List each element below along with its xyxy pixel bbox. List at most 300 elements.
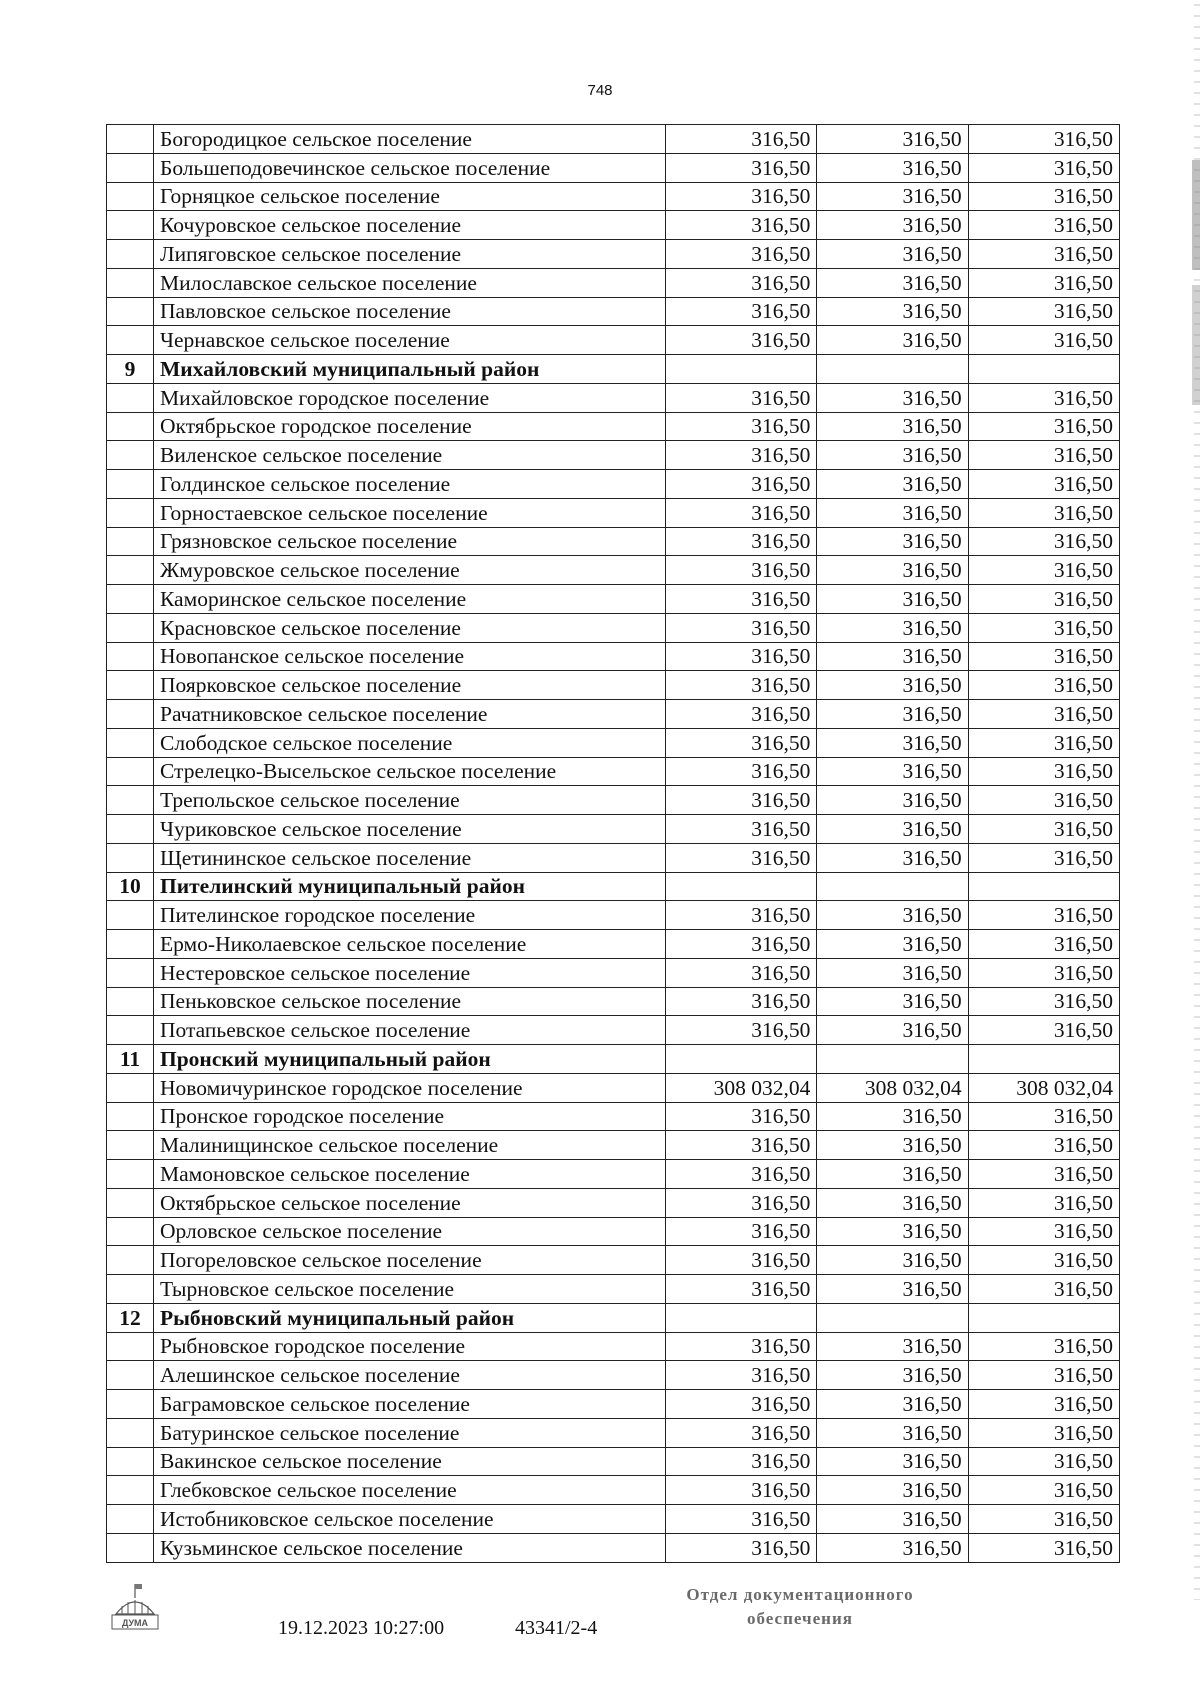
value-cell-1: 316,50 — [666, 297, 817, 326]
value-cell-2: 316,50 — [817, 182, 968, 211]
table-row — [107, 1476, 1120, 1505]
value-cell-2: 316,50 — [817, 326, 968, 355]
value-cell-1: 316,50 — [666, 1476, 817, 1505]
value-cell-3: 316,50 — [968, 153, 1119, 182]
settlement-name-cell: Каморинское сельское поселение — [154, 585, 666, 614]
table-row — [107, 383, 1120, 412]
value-cell-2: 316,50 — [817, 930, 968, 959]
settlement-name-cell: Алешинское сельское поселение — [154, 1361, 666, 1390]
row-number-cell — [107, 211, 154, 240]
value-cell-2: 316,50 — [817, 671, 968, 700]
value-cell-2 — [817, 1045, 968, 1074]
settlement-name-cell: Октябрьское сельское поселение — [154, 1188, 666, 1217]
stamp-line-2: обеспечения — [747, 1609, 853, 1628]
value-cell-2: 316,50 — [817, 1217, 968, 1246]
table-row — [107, 1102, 1120, 1131]
row-number-cell: 9 — [107, 355, 154, 384]
table-row — [107, 556, 1120, 585]
value-cell-3: 316,50 — [968, 728, 1119, 757]
footer-document-code: 43341/2-4 — [515, 1617, 598, 1639]
settlement-name-cell: Тырновское сельское поселение — [154, 1275, 666, 1304]
value-cell-2: 316,50 — [817, 211, 968, 240]
settlement-name-cell: Рыбновский муниципальный район — [154, 1303, 666, 1332]
row-number-cell — [107, 1016, 154, 1045]
table-row — [107, 125, 1120, 154]
table-row — [107, 930, 1120, 959]
footer-date: 19.12.2023 10:27:00 — [278, 1617, 445, 1639]
value-cell-1: 316,50 — [666, 1131, 817, 1160]
row-number-cell — [107, 815, 154, 844]
value-cell-3: 316,50 — [968, 958, 1119, 987]
row-number-cell — [107, 1188, 154, 1217]
value-cell-1: 316,50 — [666, 240, 817, 269]
table-row — [107, 1533, 1120, 1562]
table-row — [107, 297, 1120, 326]
value-cell-2: 316,50 — [817, 297, 968, 326]
value-cell-2: 316,50 — [817, 240, 968, 269]
settlement-name-cell: Орловское сельское поселение — [154, 1217, 666, 1246]
table-row — [107, 757, 1120, 786]
row-number-cell — [107, 182, 154, 211]
table-row — [107, 527, 1120, 556]
value-cell-2: 316,50 — [817, 1131, 968, 1160]
row-number-cell — [107, 585, 154, 614]
value-cell-3: 316,50 — [968, 815, 1119, 844]
row-number-cell — [107, 470, 154, 499]
value-cell-2: 316,50 — [817, 412, 968, 441]
row-number-cell — [107, 642, 154, 671]
value-cell-3: 316,50 — [968, 383, 1119, 412]
settlement-name-cell: Новопанское сельское поселение — [154, 642, 666, 671]
value-cell-1: 316,50 — [666, 1217, 817, 1246]
value-cell-2: 316,50 — [817, 441, 968, 470]
value-cell-3: 316,50 — [968, 1102, 1119, 1131]
value-cell-1: 316,50 — [666, 1533, 817, 1562]
settlement-name-cell: Стрелецко-Высельское сельское поселение — [154, 757, 666, 786]
value-cell-3: 316,50 — [968, 585, 1119, 614]
settlement-name-cell: Горностаевское сельское поселение — [154, 498, 666, 527]
value-cell-1: 316,50 — [666, 556, 817, 585]
row-number-cell — [107, 240, 154, 269]
settlement-name-cell: Голдинское сельское поселение — [154, 470, 666, 499]
value-cell-3: 316,50 — [968, 1533, 1119, 1562]
value-cell-1: 316,50 — [666, 268, 817, 297]
settlement-name-cell: Рачатниковское сельское поселение — [154, 700, 666, 729]
value-cell-2: 316,50 — [817, 498, 968, 527]
value-cell-3: 316,50 — [968, 240, 1119, 269]
value-cell-2: 316,50 — [817, 1361, 968, 1390]
row-number-cell — [107, 383, 154, 412]
settlement-name-cell: Малинищинское сельское поселение — [154, 1131, 666, 1160]
settlement-name-cell: Нестеровское сельское поселение — [154, 958, 666, 987]
table-row — [107, 1390, 1120, 1419]
settlement-name-cell: Милославское сельское поселение — [154, 268, 666, 297]
value-cell-2: 316,50 — [817, 815, 968, 844]
value-cell-2: 316,50 — [817, 1188, 968, 1217]
value-cell-2: 316,50 — [817, 642, 968, 671]
settlement-name-cell: Михайловский муниципальный район — [154, 355, 666, 384]
settlement-name-cell: Чернавское сельское поселение — [154, 326, 666, 355]
row-number-cell — [107, 1102, 154, 1131]
value-cell-3 — [968, 1303, 1119, 1332]
value-cell-3: 316,50 — [968, 930, 1119, 959]
table-row — [107, 1447, 1120, 1476]
value-cell-1: 316,50 — [666, 153, 817, 182]
settlement-name-cell: Липяговское сельское поселение — [154, 240, 666, 269]
value-cell-2: 316,50 — [817, 585, 968, 614]
row-number-cell — [107, 1073, 154, 1102]
value-cell-3: 316,50 — [968, 211, 1119, 240]
table-row — [107, 1361, 1120, 1390]
value-cell-3: 316,50 — [968, 1361, 1119, 1390]
value-cell-1: 316,50 — [666, 958, 817, 987]
value-cell-2: 316,50 — [817, 125, 968, 154]
table-row — [107, 786, 1120, 815]
value-cell-1: 316,50 — [666, 1275, 817, 1304]
value-cell-1: 316,50 — [666, 326, 817, 355]
value-cell-1: 316,50 — [666, 470, 817, 499]
value-cell-3: 316,50 — [968, 1332, 1119, 1361]
settlement-name-cell: Октябрьское городское поселение — [154, 412, 666, 441]
value-cell-3 — [968, 355, 1119, 384]
row-number-cell — [107, 1361, 154, 1390]
row-number-cell — [107, 728, 154, 757]
value-cell-1: 316,50 — [666, 383, 817, 412]
value-cell-2: 316,50 — [817, 1390, 968, 1419]
settlement-name-cell: Слободское сельское поселение — [154, 728, 666, 757]
row-number-cell — [107, 958, 154, 987]
table-row — [107, 153, 1120, 182]
settlement-name-cell: Истобниковское сельское поселение — [154, 1505, 666, 1534]
value-cell-3: 316,50 — [968, 1447, 1119, 1476]
value-cell-3 — [968, 1045, 1119, 1074]
value-cell-1: 316,50 — [666, 700, 817, 729]
value-cell-2: 316,50 — [817, 901, 968, 930]
table-row — [107, 1332, 1120, 1361]
value-cell-3 — [968, 872, 1119, 901]
table-row — [107, 987, 1120, 1016]
table-row — [107, 441, 1120, 470]
settlement-name-cell: Пеньковское сельское поселение — [154, 987, 666, 1016]
value-cell-1 — [666, 1045, 817, 1074]
value-cell-1: 316,50 — [666, 1160, 817, 1189]
value-cell-1: 316,50 — [666, 1246, 817, 1275]
table-row — [107, 1275, 1120, 1304]
row-number-cell — [107, 843, 154, 872]
settlement-name-cell: Пителинский муниципальный район — [154, 872, 666, 901]
settlement-name-cell: Баграмовское сельское поселение — [154, 1390, 666, 1419]
settlement-name-cell: Чуриковское сельское поселение — [154, 815, 666, 844]
table-row — [107, 1131, 1120, 1160]
settlement-name-cell: Глебковское сельское поселение — [154, 1476, 666, 1505]
row-number-cell — [107, 268, 154, 297]
value-cell-1: 316,50 — [666, 441, 817, 470]
value-cell-3: 316,50 — [968, 642, 1119, 671]
value-cell-1: 316,50 — [666, 1188, 817, 1217]
settlement-name-cell: Горняцкое сельское поселение — [154, 182, 666, 211]
settlement-name-cell: Пителинское городское поселение — [154, 901, 666, 930]
settlement-name-cell: Новомичуринское городское поселение — [154, 1073, 666, 1102]
row-number-cell: 11 — [107, 1045, 154, 1074]
table-row — [107, 728, 1120, 757]
value-cell-3: 316,50 — [968, 1188, 1119, 1217]
row-number-cell — [107, 1131, 154, 1160]
value-cell-3: 316,50 — [968, 987, 1119, 1016]
settlement-name-cell: Большеподовечинское сельское поселение — [154, 153, 666, 182]
value-cell-2: 316,50 — [817, 700, 968, 729]
value-cell-3: 316,50 — [968, 1275, 1119, 1304]
value-cell-1: 316,50 — [666, 182, 817, 211]
table-row — [107, 1016, 1120, 1045]
value-cell-1: 316,50 — [666, 211, 817, 240]
value-cell-2: 316,50 — [817, 843, 968, 872]
value-cell-3: 316,50 — [968, 901, 1119, 930]
value-cell-1: 316,50 — [666, 1102, 817, 1131]
row-number-cell — [107, 1533, 154, 1562]
row-number-cell — [107, 1275, 154, 1304]
value-cell-3: 316,50 — [968, 671, 1119, 700]
value-cell-1: 316,50 — [666, 1332, 817, 1361]
value-cell-2: 316,50 — [817, 1332, 968, 1361]
value-cell-3: 316,50 — [968, 412, 1119, 441]
table-row — [107, 958, 1120, 987]
row-number-cell — [107, 1390, 154, 1419]
value-cell-3: 316,50 — [968, 613, 1119, 642]
value-cell-2: 316,50 — [817, 1418, 968, 1447]
department-stamp — [665, 1583, 935, 1631]
value-cell-2: 316,50 — [817, 613, 968, 642]
value-cell-3: 316,50 — [968, 326, 1119, 355]
row-number-cell — [107, 700, 154, 729]
value-cell-3: 308 032,04 — [968, 1073, 1119, 1102]
value-cell-1: 316,50 — [666, 412, 817, 441]
value-cell-1: 316,50 — [666, 613, 817, 642]
budget-table — [106, 124, 1120, 1563]
value-cell-1: 316,50 — [666, 1418, 817, 1447]
row-number-cell — [107, 1332, 154, 1361]
row-number-cell — [107, 987, 154, 1016]
value-cell-2: 316,50 — [817, 153, 968, 182]
value-cell-1: 316,50 — [666, 1016, 817, 1045]
row-number-cell — [107, 1447, 154, 1476]
settlement-name-cell: Красновское сельское поселение — [154, 613, 666, 642]
settlement-name-cell: Пронский муниципальный район — [154, 1045, 666, 1074]
value-cell-2: 316,50 — [817, 1160, 968, 1189]
value-cell-2: 316,50 — [817, 1016, 968, 1045]
settlement-name-cell: Рыбновское городское поселение — [154, 1332, 666, 1361]
value-cell-3: 316,50 — [968, 125, 1119, 154]
settlement-name-cell: Кузьминское сельское поселение — [154, 1533, 666, 1562]
value-cell-2: 316,50 — [817, 527, 968, 556]
value-cell-1: 316,50 — [666, 498, 817, 527]
value-cell-1: 316,50 — [666, 1390, 817, 1419]
value-cell-3: 316,50 — [968, 441, 1119, 470]
value-cell-1: 316,50 — [666, 930, 817, 959]
value-cell-2: 316,50 — [817, 786, 968, 815]
table-row — [107, 412, 1120, 441]
row-number-cell — [107, 1476, 154, 1505]
value-cell-3: 316,50 — [968, 1246, 1119, 1275]
value-cell-1 — [666, 355, 817, 384]
value-cell-1: 316,50 — [666, 125, 817, 154]
value-cell-2 — [817, 872, 968, 901]
table-row — [107, 1160, 1120, 1189]
row-number-cell — [107, 671, 154, 700]
value-cell-2: 316,50 — [817, 1533, 968, 1562]
settlement-name-cell: Мамоновское сельское поселение — [154, 1160, 666, 1189]
table-group-row — [107, 872, 1120, 901]
value-cell-3: 316,50 — [968, 843, 1119, 872]
scan-edge-mark — [1192, 285, 1200, 405]
row-number-cell — [107, 1418, 154, 1447]
settlement-name-cell: Ермо-Николаевское сельское поселение — [154, 930, 666, 959]
settlement-name-cell: Виленское сельское поселение — [154, 441, 666, 470]
table-row — [107, 326, 1120, 355]
value-cell-1: 316,50 — [666, 987, 817, 1016]
value-cell-2: 316,50 — [817, 958, 968, 987]
value-cell-1: 316,50 — [666, 527, 817, 556]
value-cell-1: 316,50 — [666, 728, 817, 757]
logo-text: ДУМА — [121, 1618, 149, 1628]
row-number-cell — [107, 1505, 154, 1534]
table-row — [107, 470, 1120, 499]
row-number-cell — [107, 153, 154, 182]
value-cell-3: 316,50 — [968, 1505, 1119, 1534]
row-number-cell: 10 — [107, 872, 154, 901]
value-cell-1: 316,50 — [666, 901, 817, 930]
row-number-cell — [107, 757, 154, 786]
value-cell-2: 316,50 — [817, 757, 968, 786]
value-cell-1: 316,50 — [666, 843, 817, 872]
value-cell-1: 316,50 — [666, 757, 817, 786]
row-number-cell: 12 — [107, 1303, 154, 1332]
value-cell-3: 316,50 — [968, 1160, 1119, 1189]
row-number-cell — [107, 1160, 154, 1189]
value-cell-2: 316,50 — [817, 1246, 968, 1275]
value-cell-3: 316,50 — [968, 297, 1119, 326]
value-cell-2: 316,50 — [817, 383, 968, 412]
table-row — [107, 671, 1120, 700]
scan-edge-mark — [1192, 160, 1200, 270]
value-cell-1: 316,50 — [666, 815, 817, 844]
table-row — [107, 1073, 1120, 1102]
value-cell-3: 316,50 — [968, 182, 1119, 211]
stamp-line-1: Отдел документационного — [686, 1585, 914, 1604]
table-row — [107, 498, 1120, 527]
value-cell-3: 316,50 — [968, 757, 1119, 786]
table-row — [107, 1246, 1120, 1275]
page-number: 748 — [587, 82, 613, 99]
row-number-cell — [107, 527, 154, 556]
table-row — [107, 585, 1120, 614]
settlement-name-cell: Щетининское сельское поселение — [154, 843, 666, 872]
value-cell-3: 316,50 — [968, 556, 1119, 585]
table-row — [107, 1217, 1120, 1246]
value-cell-2: 316,50 — [817, 1275, 968, 1304]
row-number-cell — [107, 556, 154, 585]
value-cell-1: 316,50 — [666, 585, 817, 614]
settlement-name-cell: Поярковское сельское поселение — [154, 671, 666, 700]
settlement-name-cell: Жмуровское сельское поселение — [154, 556, 666, 585]
table-row — [107, 182, 1120, 211]
row-number-cell — [107, 1217, 154, 1246]
table-row — [107, 642, 1120, 671]
value-cell-1 — [666, 872, 817, 901]
value-cell-3: 316,50 — [968, 1390, 1119, 1419]
duma-logo — [108, 1580, 162, 1634]
settlement-name-cell: Погореловское сельское поселение — [154, 1246, 666, 1275]
value-cell-2: 316,50 — [817, 1476, 968, 1505]
value-cell-3: 316,50 — [968, 700, 1119, 729]
table-row — [107, 211, 1120, 240]
table-row — [107, 1505, 1120, 1534]
value-cell-2: 316,50 — [817, 268, 968, 297]
table-row — [107, 240, 1120, 269]
table-group-row — [107, 1303, 1120, 1332]
value-cell-2: 316,50 — [817, 1102, 968, 1131]
row-number-cell — [107, 412, 154, 441]
settlement-name-cell: Богородицкое сельское поселение — [154, 125, 666, 154]
table-row — [107, 1418, 1120, 1447]
value-cell-3: 316,50 — [968, 498, 1119, 527]
settlement-name-cell: Пронское городское поселение — [154, 1102, 666, 1131]
value-cell-1: 316,50 — [666, 1505, 817, 1534]
settlement-name-cell: Вакинское сельское поселение — [154, 1447, 666, 1476]
table-row — [107, 815, 1120, 844]
table-row — [107, 1188, 1120, 1217]
value-cell-1: 316,50 — [666, 786, 817, 815]
row-number-cell — [107, 1246, 154, 1275]
value-cell-2: 316,50 — [817, 470, 968, 499]
value-cell-3: 316,50 — [968, 1476, 1119, 1505]
row-number-cell — [107, 930, 154, 959]
table-row — [107, 700, 1120, 729]
value-cell-3: 316,50 — [968, 1418, 1119, 1447]
settlement-name-cell: Трепольское сельское поселение — [154, 786, 666, 815]
table-body — [107, 125, 1120, 1563]
value-cell-3: 316,50 — [968, 527, 1119, 556]
value-cell-2: 316,50 — [817, 1447, 968, 1476]
row-number-cell — [107, 297, 154, 326]
value-cell-2: 316,50 — [817, 1505, 968, 1534]
value-cell-1: 316,50 — [666, 671, 817, 700]
table-row — [107, 613, 1120, 642]
table-group-row — [107, 1045, 1120, 1074]
value-cell-3: 316,50 — [968, 786, 1119, 815]
value-cell-3: 316,50 — [968, 1131, 1119, 1160]
value-cell-3: 316,50 — [968, 1217, 1119, 1246]
settlement-name-cell: Батуринское сельское поселение — [154, 1418, 666, 1447]
settlement-name-cell: Грязновское сельское поселение — [154, 527, 666, 556]
value-cell-2: 308 032,04 — [817, 1073, 968, 1102]
row-number-cell — [107, 441, 154, 470]
value-cell-2: 316,50 — [817, 987, 968, 1016]
value-cell-3: 316,50 — [968, 268, 1119, 297]
value-cell-2: 316,50 — [817, 728, 968, 757]
value-cell-3: 316,50 — [968, 470, 1119, 499]
table-row — [107, 268, 1120, 297]
value-cell-2 — [817, 1303, 968, 1332]
settlement-name-cell: Павловское сельское поселение — [154, 297, 666, 326]
row-number-cell — [107, 901, 154, 930]
row-number-cell — [107, 786, 154, 815]
row-number-cell — [107, 613, 154, 642]
value-cell-2: 316,50 — [817, 556, 968, 585]
value-cell-1: 316,50 — [666, 1447, 817, 1476]
value-cell-2 — [817, 355, 968, 384]
table-row — [107, 843, 1120, 872]
value-cell-1: 316,50 — [666, 642, 817, 671]
